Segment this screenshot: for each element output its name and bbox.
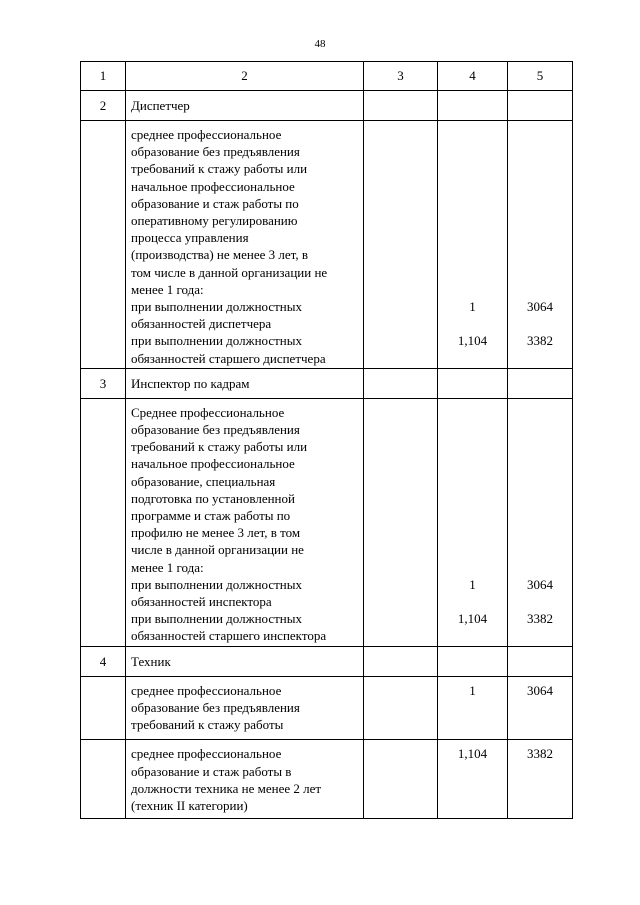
header-cell: 4 [438,62,508,91]
requirement-row [81,121,573,369]
coefficient-cell: 1 [438,676,508,740]
requirement-text: Среднее профессиональное образование без предъявления требований к стажу работы или начальное профессиональное образование, специальная подготовка по установленной программе и стаж работы по профилю не менее 3 лет, в том числе в данной организации не менее 1 года: при выполнении должностных обязанностей инспектора при выполнении должностных обязанностей старшего инспектора [126,398,364,646]
requirement-text: среднее профессиональное образование и стаж работы в должности техника не менее 2 лет (техник II категории) [126,740,364,819]
position-row [81,368,573,398]
position-title: Инспектор по кадрам [126,368,364,398]
header-cell: 1 [81,62,126,91]
page-number: 48 [314,38,326,50]
position-number: 3 [81,368,126,398]
value-cell: 3064 [508,676,573,740]
value-cell: 3064 3382 [508,398,573,646]
position-row [81,91,573,121]
header-cell: 2 [126,62,364,91]
position-number: 4 [81,646,126,676]
requirement-text: среднее профессиональное образование без предъявления требований к стажу работы [126,676,364,740]
value-cell: 3382 [508,740,573,819]
position-row [81,646,573,676]
position-title: Техник [126,646,364,676]
requirement-row [81,398,573,646]
coefficient-cell: 1 1,104 [438,398,508,646]
requirement-row [81,676,573,740]
requirement-row [81,740,573,819]
header-row [81,62,573,91]
header-cell: 5 [508,62,573,91]
salary-table [80,61,573,819]
requirement-text: среднее профессиональное образование без предъявления требований к стажу работы или начальное профессиональное образование и стаж работы по оперативному регулированию процесса управления (производства) не менее 3 лет, в том числе в данной организации не менее 1 года: при выполнении должностных обязанностей диспетчера при выполнении должностных обязанностей старшего диспетчера [126,121,364,369]
position-number: 2 [81,91,126,121]
header-cell: 3 [364,62,438,91]
coefficient-cell: 1 1,104 [438,121,508,369]
value-cell: 3064 3382 [508,121,573,369]
position-title: Диспетчер [126,91,364,121]
coefficient-cell: 1,104 [438,740,508,819]
